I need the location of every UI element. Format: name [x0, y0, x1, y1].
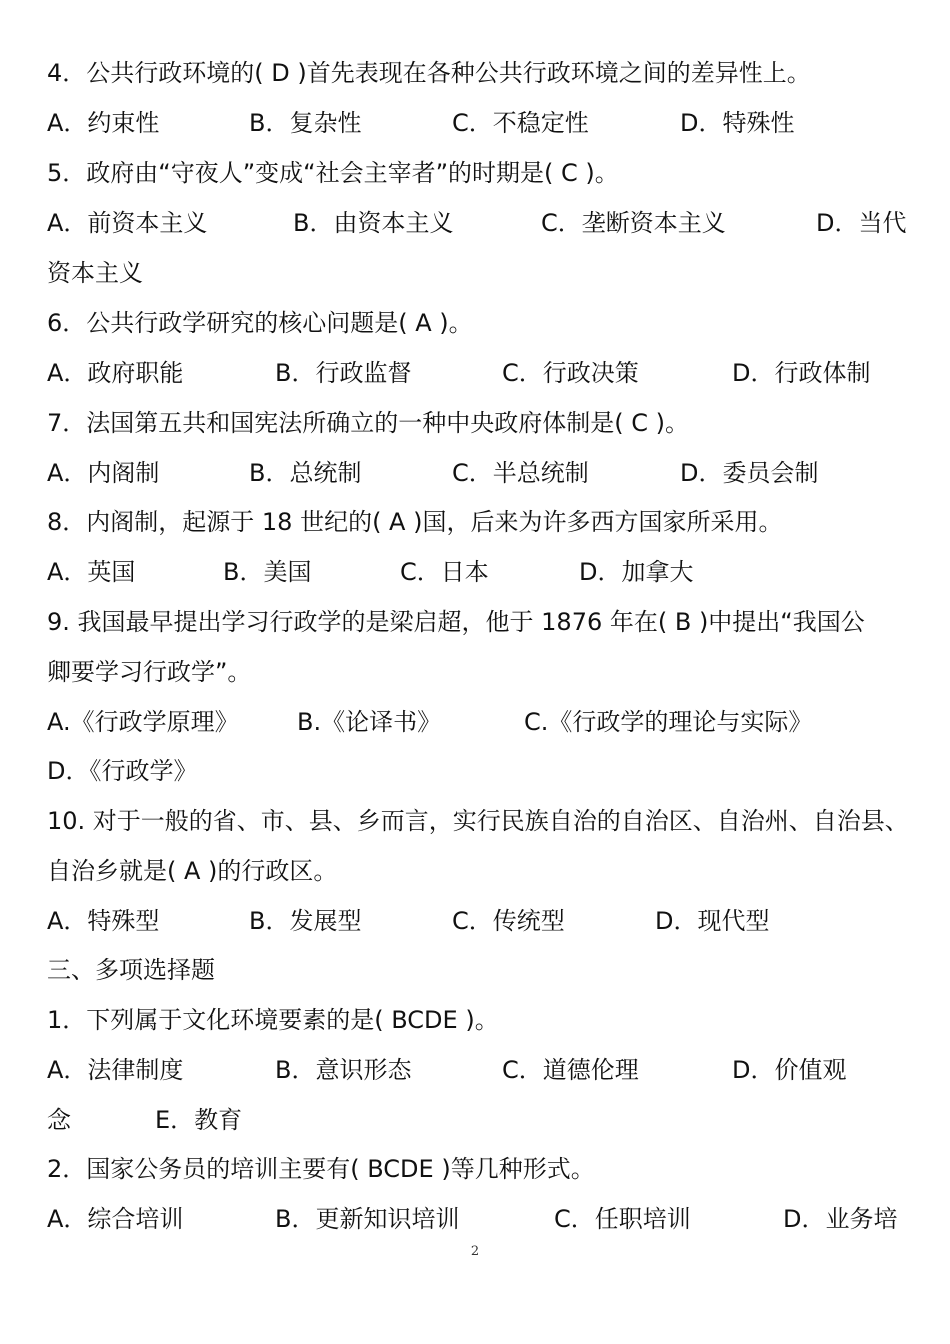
option-a: A．特殊型: [47, 907, 160, 935]
option-b: B．更新知识培训: [275, 1205, 460, 1233]
option-a: A．英国: [47, 558, 136, 586]
option-b: B.《论译书》: [297, 708, 442, 736]
option-a: A．政府职能: [47, 359, 184, 387]
question-9: 9. 我国最早提出学习行政学的是梁启超，他于 1876 年在( B )中提出“我国公: [47, 608, 865, 636]
option-a: A.《行政学原理》: [47, 708, 239, 736]
options-q10: [47, 896, 906, 946]
question-5: 5．政府由“守夜人”变成“社会主宰者”的时期是( C )。: [47, 159, 619, 187]
option-d: D．当代: [816, 209, 907, 237]
options-m1-continued: [47, 1095, 906, 1145]
question-9-continued: 卿要学习行政学”。: [47, 658, 252, 686]
option-c: C．不稳定性: [452, 109, 589, 137]
page-number: 2: [470, 1244, 480, 1259]
options-q5: [47, 198, 906, 248]
option-d: D．加拿大: [579, 558, 694, 586]
option-a: A．综合培训: [47, 1205, 184, 1233]
question-7: 7．法国第五共和国宪法所确立的一种中央政府体制是( C )。: [47, 409, 690, 437]
question-8: 8．内阁制，起源于 18 世纪的( A )国，后来为许多西方国家所采用。: [47, 508, 783, 536]
option-b: B．意识形态: [275, 1056, 412, 1084]
multi-question-1: 1．下列属于文化环境要素的是( BCDE )。: [47, 1006, 499, 1034]
option-b: B．由资本主义: [293, 209, 454, 237]
option-d: D．行政体制: [732, 359, 871, 387]
options-m2: [47, 1194, 906, 1244]
options-q8: [47, 547, 906, 597]
options-m1: [47, 1045, 906, 1095]
question-6: 6．公共行政学研究的核心问题是( A )。: [47, 309, 473, 337]
option-d: D．委员会制: [680, 459, 819, 487]
option-d: D．特殊性: [680, 109, 795, 137]
option-b: B．复杂性: [249, 109, 362, 137]
option-c: C．日本: [400, 558, 489, 586]
option-a: A．约束性: [47, 109, 160, 137]
option-a: A．内阁制: [47, 459, 160, 487]
multi-question-2: 2．国家公务员的培训主要有( BCDE )等几种形式。: [47, 1155, 595, 1183]
option-c: C．垄断资本主义: [541, 209, 726, 237]
options-q6: [47, 348, 906, 398]
option-d: D．现代型: [655, 907, 770, 935]
option-d: D．价值观: [732, 1056, 847, 1084]
option-c: C．任职培训: [554, 1205, 691, 1233]
options-q9: [47, 697, 906, 747]
option-d-q9: D．《行政学》: [47, 757, 198, 785]
option-c: C．行政决策: [502, 359, 639, 387]
question-10-continued: 自治乡就是( A )的行政区。: [47, 857, 338, 885]
options-q4: [47, 98, 906, 148]
question-5-continued: 资本主义: [47, 259, 143, 287]
option-b: B．发展型: [249, 907, 362, 935]
question-4: 4．公共行政环境的( D )首先表现在各种公共行政环境之间的差异性上。: [47, 59, 811, 87]
options-q7: [47, 448, 906, 498]
option-a: A．前资本主义: [47, 209, 208, 237]
option-c: C．道德伦理: [502, 1056, 639, 1084]
option-b: B．美国: [223, 558, 312, 586]
option-c: C.《行政学的理论与实际》: [524, 708, 813, 736]
question-10: 10. 对于一般的省、市、县、乡而言，实行民族自治的自治区、自治州、自治县、: [47, 807, 909, 835]
section-heading: 三、多项选择题: [47, 956, 215, 984]
option-e: E．教育: [155, 1106, 243, 1134]
option-a: A．法律制度: [47, 1056, 184, 1084]
option-d: D．业务培: [783, 1205, 898, 1233]
option-d-continued: 念: [47, 1106, 71, 1134]
option-c: C．半总统制: [452, 459, 589, 487]
option-c: C．传统型: [452, 907, 565, 935]
option-b: B．总统制: [249, 459, 362, 487]
option-b: B．行政监督: [275, 359, 412, 387]
